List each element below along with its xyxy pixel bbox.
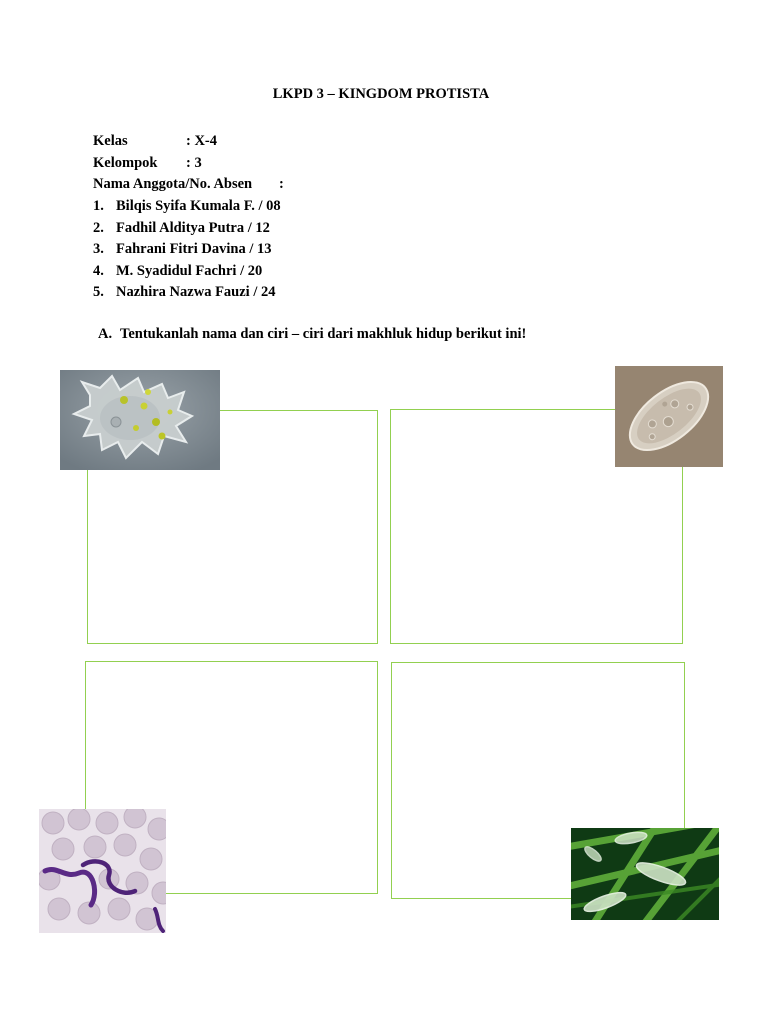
member-number: 4.: [93, 262, 104, 279]
list-item: [93, 240, 281, 262]
member-name: Bilqis Syifa Kumala F. / 08: [116, 198, 281, 214]
anggota-label: Nama Anggota/No. Absen: [93, 176, 253, 192]
member-list: [93, 197, 281, 305]
paramecium-image: [615, 366, 723, 467]
kelas-value: : X-4: [186, 133, 218, 149]
kelas-label: Kelas: [93, 133, 128, 149]
euglena-image: [571, 828, 719, 920]
question-a: [98, 326, 526, 343]
kelompok-value: : 3: [186, 155, 202, 171]
list-item: [93, 197, 281, 219]
member-number: 2.: [93, 219, 104, 236]
anggota-row: [93, 176, 284, 193]
member-name: M. Syadidul Fachri / 20: [116, 262, 263, 279]
member-number: 1.: [93, 198, 104, 214]
kelas-row: [93, 133, 217, 150]
list-item: [93, 262, 281, 284]
page-title: LKPD 3 – KINGDOM PROTISTA: [272, 86, 490, 102]
question-text: Tentukanlah nama dan ciri – ciri dari makhluk hidup berikut ini!: [120, 326, 527, 342]
list-item: [93, 219, 281, 241]
kelompok-row: [93, 155, 202, 172]
amoeba-image: [60, 370, 220, 470]
question-number: A.: [98, 326, 113, 342]
kelompok-label: Kelompok: [93, 155, 158, 171]
anggota-value: :: [279, 176, 284, 192]
member-name: Nazhira Nazwa Fauzi / 24: [116, 284, 276, 300]
list-item: [93, 283, 281, 305]
member-name: Fahrani Fitri Davina / 13: [116, 241, 272, 257]
member-name: Fadhil Alditya Putra / 12: [116, 219, 270, 236]
member-number: 3.: [93, 241, 104, 257]
member-number: 5.: [93, 284, 104, 300]
trypanosoma-image: [39, 809, 166, 933]
